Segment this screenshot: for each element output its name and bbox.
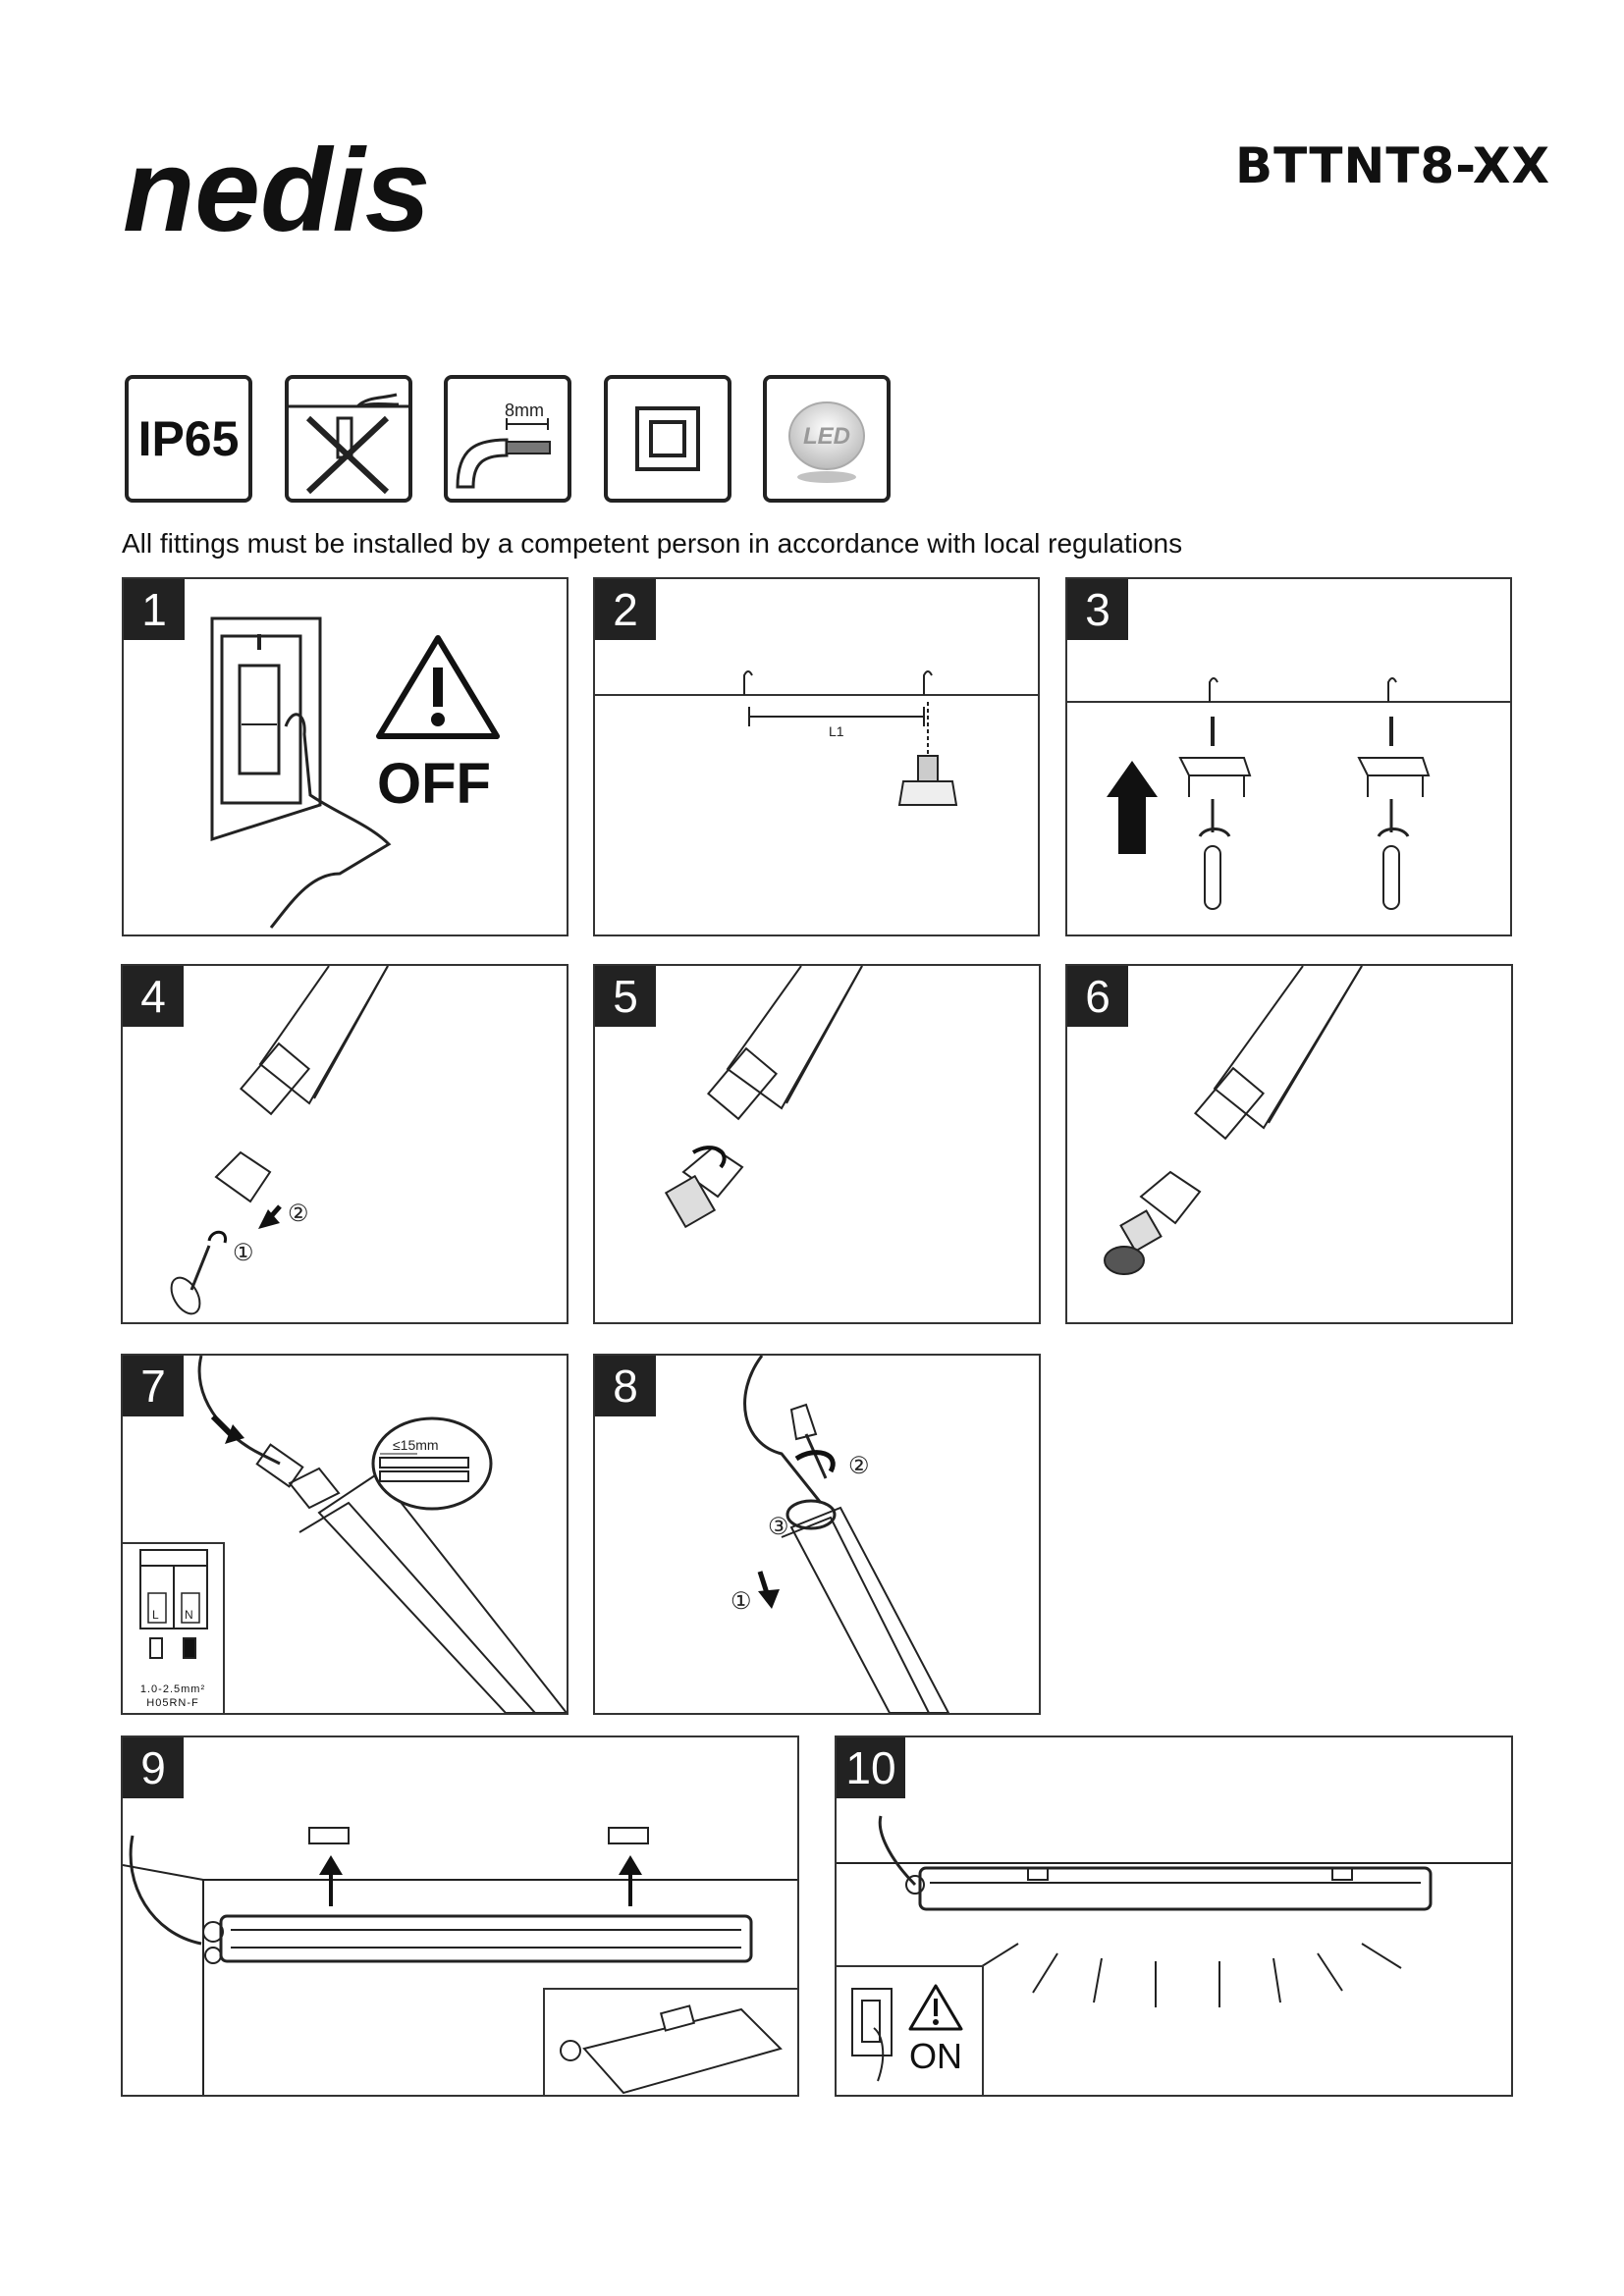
step-number: 7	[123, 1356, 184, 1416]
off-label: OFF	[377, 752, 491, 816]
svg-text:nedis: nedis	[123, 133, 431, 256]
svg-text:①: ①	[731, 1588, 752, 1615]
step-4-panel	[121, 964, 568, 1324]
step-number: 4	[123, 966, 184, 1027]
svg-text:③: ③	[768, 1514, 789, 1540]
step-number: 1	[124, 579, 185, 640]
step-8-panel	[593, 1354, 1041, 1715]
step-5-panel	[593, 964, 1041, 1324]
step-number: 3	[1067, 579, 1128, 640]
step-number: 8	[595, 1356, 656, 1416]
svg-text:②: ②	[288, 1201, 309, 1227]
svg-text:LED: LED	[803, 423, 850, 450]
step-9-panel	[121, 1735, 799, 2097]
clip-detail-inset	[543, 1988, 799, 2097]
ceiling-measure-illustration	[595, 579, 1038, 934]
step-6-panel	[1065, 964, 1513, 1324]
on-label: ON	[909, 2036, 962, 2076]
step-number: 2	[595, 579, 656, 640]
step-number: 9	[123, 1737, 184, 1798]
svg-text:L: L	[152, 1608, 159, 1622]
gland-tighten-illustration	[595, 1356, 1039, 1713]
ip65-icon: IP65	[125, 375, 252, 503]
step-10-panel	[835, 1735, 1513, 2097]
svg-text:≤15mm: ≤15mm	[393, 1437, 439, 1453]
bracket-left	[1180, 717, 1250, 909]
model-number: BTTNT8-XX	[1235, 137, 1550, 194]
step-number: 10	[837, 1737, 905, 1798]
terminal-block-inset	[123, 1542, 225, 1715]
step-number: 6	[1067, 966, 1128, 1027]
svg-text:N: N	[185, 1608, 193, 1622]
bracket-right	[1359, 717, 1429, 909]
gland-insertion-illustration	[595, 966, 1039, 1322]
strip-8mm-icon	[444, 375, 571, 503]
cable-spec-line-2: H05RN-F	[146, 1697, 199, 1709]
led-icon	[763, 375, 891, 503]
class-ii-icon	[604, 375, 731, 503]
cable-spec-line-1: 1.0-2.5mm²	[139, 1683, 206, 1695]
nedis-logo	[123, 133, 584, 260]
svg-text:L1: L1	[829, 723, 844, 739]
svg-text:①: ①	[233, 1240, 254, 1266]
no-drill-cable-icon	[285, 375, 412, 503]
step-2-panel	[593, 577, 1040, 936]
svg-text:②: ②	[848, 1453, 870, 1479]
warning-icon	[374, 633, 502, 741]
switch-on-inset	[837, 1965, 984, 2097]
warning-icon	[907, 1983, 964, 2032]
installation-notice: All fittings must be installed by a competent person in accordance with local regulations	[122, 528, 1183, 559]
step-7-panel	[121, 1354, 568, 1715]
step-number: 5	[595, 966, 656, 1027]
svg-text:8mm: 8mm	[505, 400, 544, 420]
step-1-panel	[122, 577, 568, 936]
step-3-panel	[1065, 577, 1512, 936]
cable-gland-illustration	[1067, 966, 1511, 1322]
bracket-mount-illustration	[1067, 579, 1510, 934]
end-cap-removal-illustration	[123, 966, 567, 1322]
